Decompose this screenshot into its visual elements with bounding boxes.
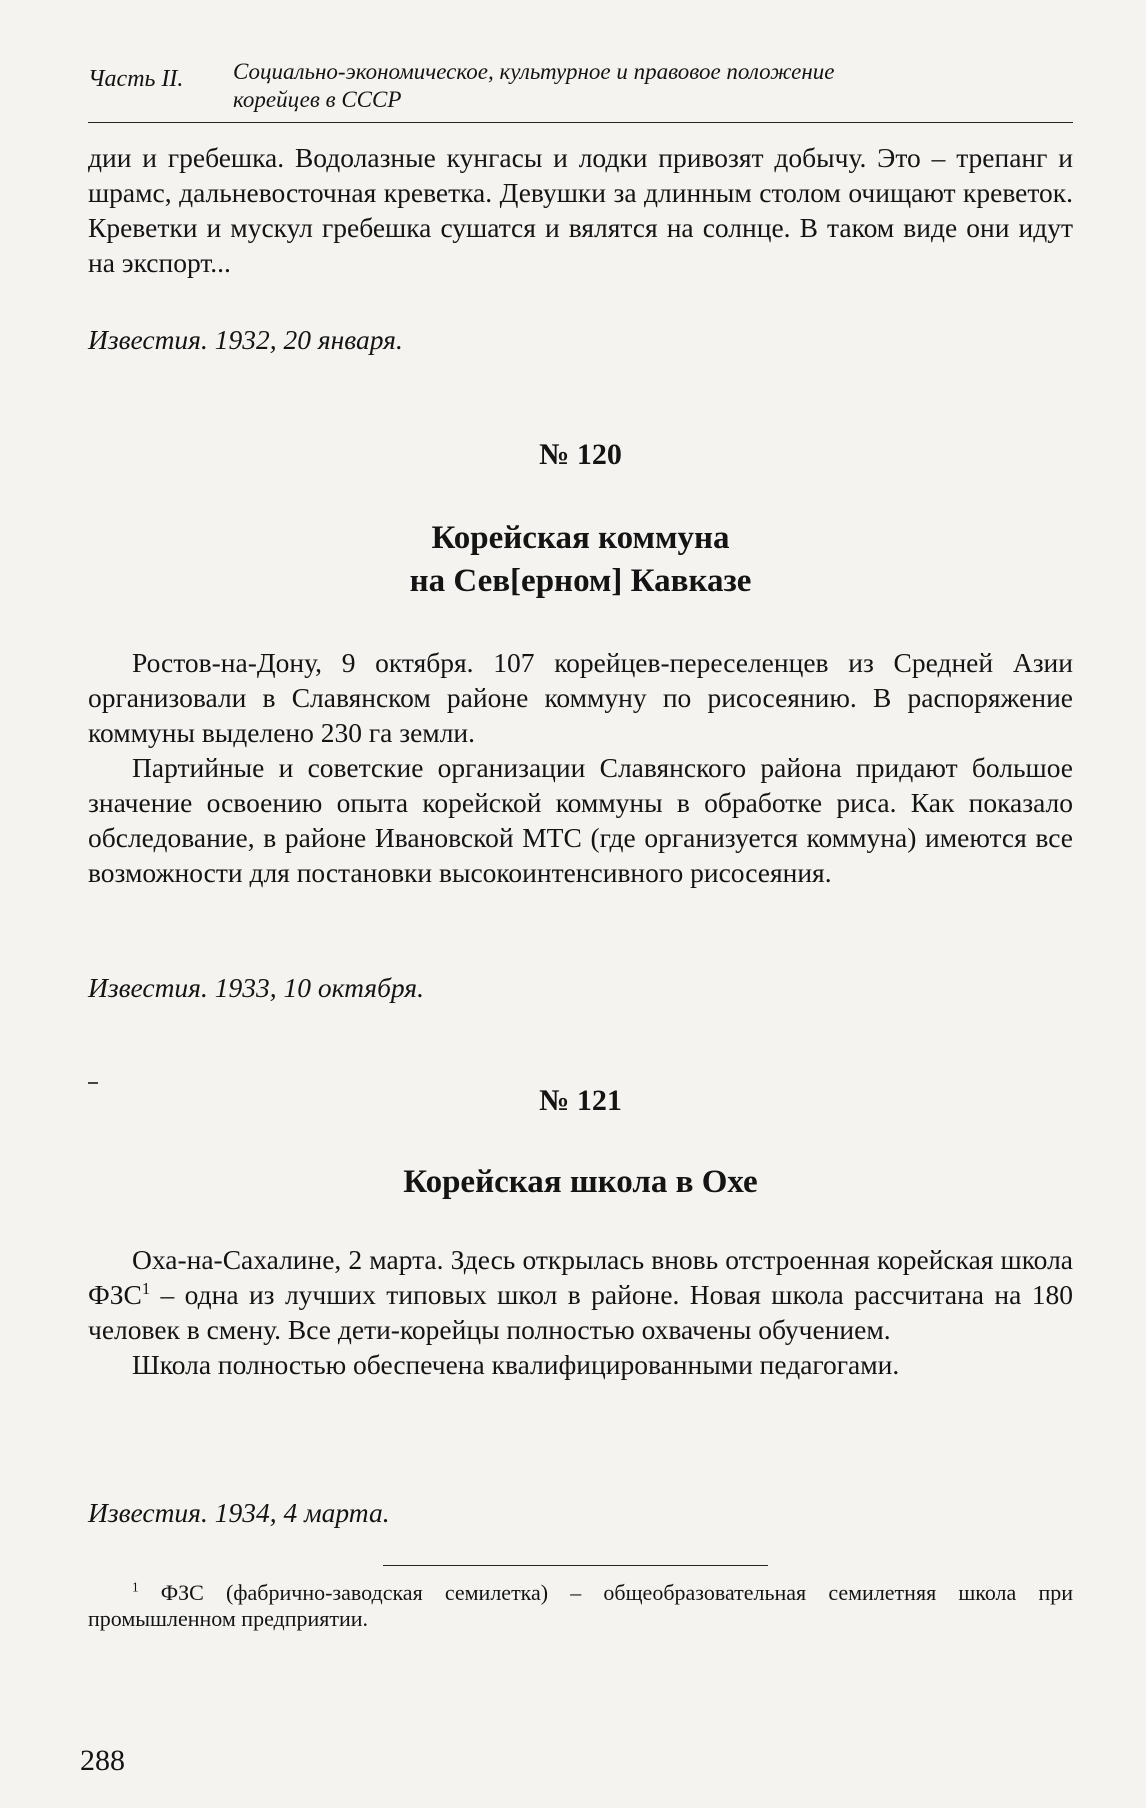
doc-120-title-line1: Корейская коммуна [431,520,730,556]
doc-121-source: Известия. 1934, 4 марта. [88,1497,390,1528]
page-number: 288 [80,1744,125,1777]
doc-121-body [88,1242,1073,1382]
header-title [233,58,834,114]
header-rule [88,122,1073,123]
footnote-rule [383,1565,768,1566]
doc-120-paragraph-1: Ростов-на-Дону, 9 октября. 107 корейцев-переселенцев из Средней Азии организовали в Славянском районе коммуну по рисосеянию. В распоряжение коммуны выделено 230 га земли. [88,647,1073,748]
continuation-block [88,140,1073,280]
header-title-line2: корейцев в СССР [233,87,402,112]
doc-121-p1-text-before: Оха-на-Сахалине, 2 марта. Здесь открылась вновь отстроенная корейская школа ФЗС [88,1244,1073,1310]
doc-121-title: Корейская школа в Охе [403,1164,758,1200]
header-title-line1: Социально-экономическое, культурное и правовое положение [233,59,835,84]
doc-120-source: Известия. 1933, 10 октября. [88,972,424,1003]
doc-121-paragraph-2: Школа полностью обеспечена квалифицированными педагогами. [132,1349,900,1380]
footnote-reference[interactable]: 1 [141,1278,151,1298]
header-part: Часть II. [88,66,184,92]
doc-120-number: № 120 [539,438,622,471]
doc-120-paragraph-2: Партийные и советские организации Славянского района придают большое значение освоению опыта корейской коммуны в обработке риса. Как показало обследование, в районе Ивановской МТС (где организуется коммуна) имеются все возможности для постановки высокоинтенсивного рисосеяния. [88,752,1073,888]
doc-121-number: № 121 [539,1084,622,1117]
footnote-marker: 1 [132,1579,139,1595]
footnote-text: ФЗС (фабрично-заводская семилетка) – общеобразовательная семилетняя школа при промышленном предприятии. [88,1580,1073,1631]
footnote [88,1580,1073,1632]
doc-120-title-line2: на Сев[ерном] Кавказе [409,563,752,599]
continuation-source: Известия. 1932, 20 января. [88,324,403,355]
doc-121-paragraph-1 [88,1242,1073,1347]
running-header [88,58,1073,118]
continuation-paragraph: дии и гребешка. Водолазные кунгасы и лодки привозят добычу. Это – трепанг и шрамс, дальневосточная креветка. Девушки за длинным столом очищают креветок. Креветки и мускул гребешка сушатся и вялятся на солнце. В таком виде они идут на экспорт... [88,142,1073,278]
doc-121-p1-text-after: – одна из лучших типовых школ в районе. Новая школа рассчитана на 180 человек в смену. Все дети-корейцы полностью охвачены обучением. [88,1279,1073,1345]
doc-120-body [88,645,1073,890]
